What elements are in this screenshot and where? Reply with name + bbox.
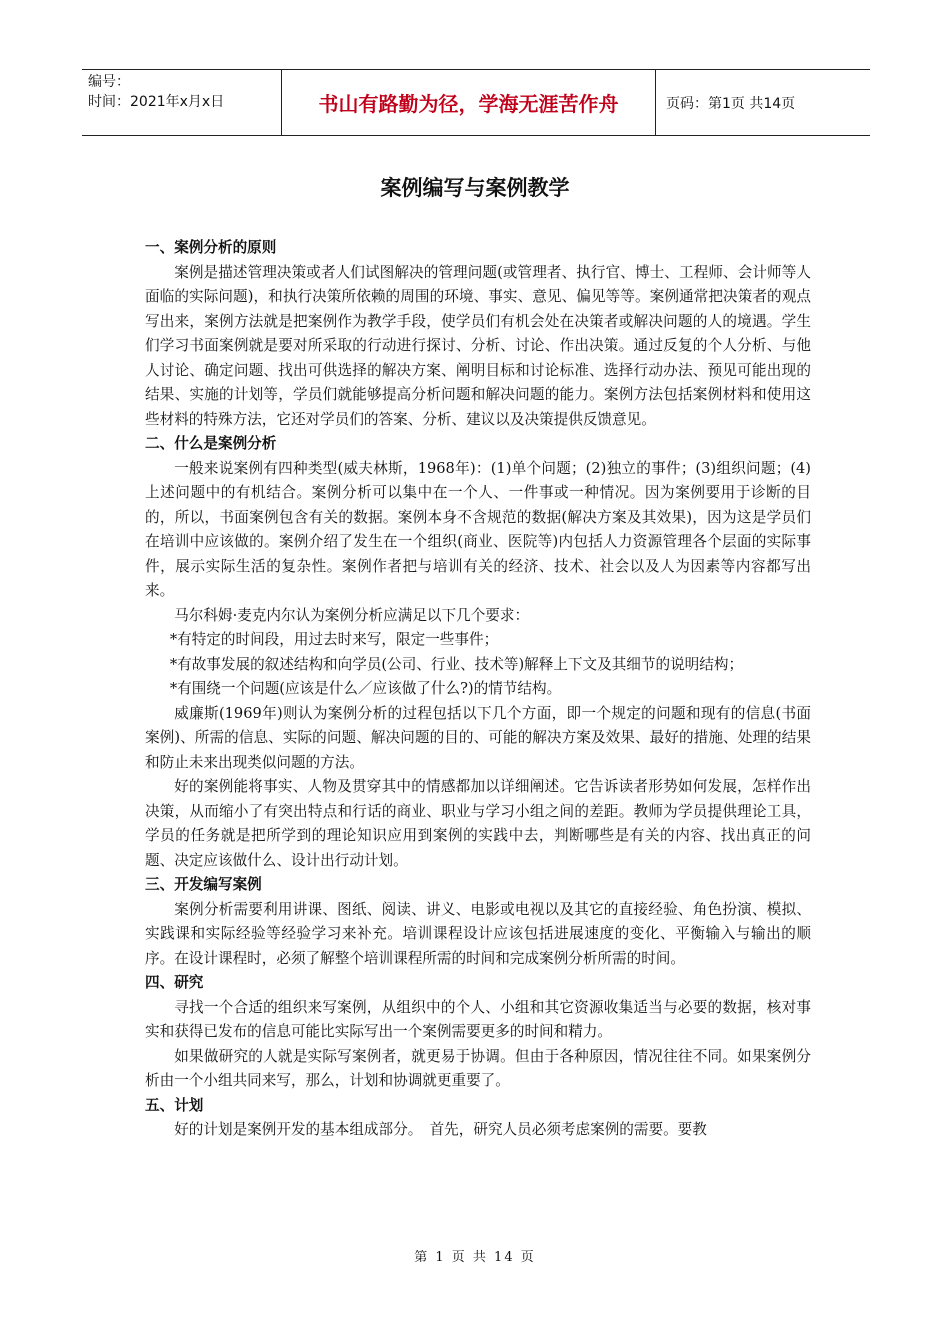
section-heading: 三、开发编写案例 xyxy=(145,876,262,893)
section-heading: 二、什么是案例分析 xyxy=(145,435,277,452)
paragraph: 马尔科姆·麦克内尔认为案例分析应满足以下几个要求： xyxy=(174,606,530,624)
document-body xyxy=(145,236,811,1143)
bullet-item: *有围绕一个问题(应该是什么／应该做了什么?)的情节结构。 xyxy=(169,680,562,697)
header-motto: 书山有路勤为径，学海无涯苦作舟 xyxy=(282,70,656,135)
paragraph: 如果做研究的人就是实际写案例者，就更易于协调。但由于各种原因，情况往往不同。如果案例分析由一个小组共同来写，那么，计划和协调就更重要了。 xyxy=(145,1047,811,1089)
document-title: 案例编写与案例教学 xyxy=(380,176,570,200)
document-time-label: 时间：2021年x月x日 xyxy=(88,94,225,110)
paragraph: 寻找一个合适的组织来写案例，从组织中的个人、小组和其它资源收集适当与必要的数据，核对事实和获得已发布的信息可能比实际写出一个案例需要更多的时间和精力。 xyxy=(145,998,811,1040)
header-page-info: 页码：第1页 共14页 xyxy=(666,95,796,112)
page-footer: 第 1 页 共 14 页 xyxy=(414,1250,536,1265)
section-heading: 一、案例分析的原则 xyxy=(145,239,277,256)
paragraph: 案例是描述管理决策或者人们试图解决的管理问题(或管理者、执行官、博士、工程师、会计师等人面临的实际问题)，和执行决策所依赖的周围的环境、事实、意见、偏见等等。案例通常把决策者的观点写出来，案例方法就是把案例作为教学手段，使学员们有机会处在决策者或解决问题的人的境遇。学生们学习书面案例就是要对所采取的行动进行探讨、分析、讨论、作出决策。通过反复的个人分析、与他人讨论、确定问题、找出可供选择的解决方案、阐明目标和讨论标准、选择行动办法、预见可能出现的结果、实施的计划等，学员们就能够提高分析问题和解决问题的能力。案例方法包括案例材料和使用这些材料的特殊方法，它还对学员们的答案、分析、建议以及决策提供反馈意见。 xyxy=(145,263,811,428)
section-heading: 四、研究 xyxy=(145,974,204,991)
bullet-item: *有故事发展的叙述结构和向学员(公司、行业、技术等)解释上下文及其细节的说明结构； xyxy=(169,655,744,673)
paragraph: 威廉斯(1969年)则认为案例分析的过程包括以下几个方面，即一个规定的问题和现有的信息(书面案例)、所需的信息、实际的问题、解决问题的目的、可能的解决方案及效果、最好的措施、处理的结果和防止未来出现类似问题的方法。 xyxy=(145,704,811,771)
bullet-item: *有特定的时间段，用过去时来写，限定一些事件； xyxy=(169,631,499,648)
paragraph: 一般来说案例有四种类型(威夫林斯，1968年)：(1)单个问题；(2)独立的事件；(3)组织问题；(4)上述问题中的有机结合。案例分析可以集中在一个人、一件事或一种情况。因为案例要用于诊断的目的，所以，书面案例包含有关的数据。案例本身不含规范的数据(解决方案及其效果)，因为这是学员们在培训中应该做的。案例介绍了发生在一个组织(商业、医院等)内包括人力资源管理各个层面的实际事件，展示实际生活的复杂性。案例作者把与培训有关的经济、技术、社会以及人为因素等内容都写出来。 xyxy=(145,459,811,599)
paragraph: 好的计划是案例开发的基本组成部分。 首先，研究人员必须考虑案例的需要。要教 xyxy=(174,1121,707,1138)
section-heading: 五、计划 xyxy=(145,1096,204,1114)
document-number-label: 编号： xyxy=(88,74,130,90)
paragraph: 好的案例能将事实、人物及贯穿其中的情感都加以详细阐述。它告诉读者形势如何发展，怎样作出决策，从而缩小了有突出特点和行话的商业、职业与学习小组之间的差距。教师为学员提供理论工具，学员的任务就是把所学到的理论知识应用到案例的实践中去，判断哪些是有关的内容、找出真正的问题、决定应该做什么、设计出行动计划。 xyxy=(145,778,811,869)
paragraph: 案例分析需要利用讲课、图纸、阅读、讲义、电影或电视以及其它的直接经验、角色扮演、模拟、实践课和实际经验等经验学习来补充。培训课程设计应该包括进展速度的变化、平衡输入与输出的顺序。在设计课程时，必须了解整个培训课程所需的时间和完成案例分析所需的时间。 xyxy=(145,900,811,967)
header-table xyxy=(82,69,870,136)
header-meta-cell xyxy=(82,70,282,135)
